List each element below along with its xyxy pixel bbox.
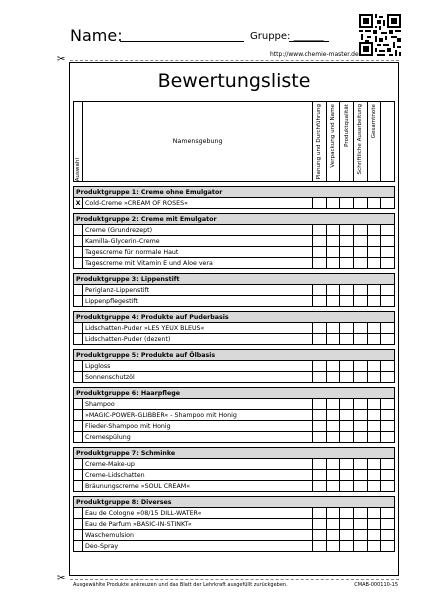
column-header-select: Auswahl	[74, 102, 83, 182]
product-row	[74, 323, 395, 334]
grade-cell[interactable]	[367, 470, 381, 481]
product-name: Lippenpflegestift	[82, 296, 312, 307]
product-name: Periglanz-Lippenstift	[82, 285, 312, 296]
grade-cell[interactable]	[381, 459, 395, 470]
product-name: Flieder-Shampoo mit Honig	[82, 421, 312, 432]
select-checkbox-cell[interactable]	[74, 530, 83, 541]
select-checkbox-cell[interactable]	[74, 481, 83, 492]
grade-cell[interactable]	[313, 296, 327, 307]
grade-cell[interactable]	[340, 459, 354, 470]
product-name: Tagescreme für normale Haut	[82, 247, 312, 258]
grade-cell[interactable]	[326, 334, 340, 345]
grade-cell[interactable]	[367, 541, 381, 552]
grade-cell[interactable]	[381, 508, 395, 519]
select-checkbox-cell[interactable]	[74, 323, 83, 334]
select-checkbox-cell[interactable]	[74, 334, 83, 345]
grade-cell[interactable]	[326, 519, 340, 530]
grade-cell[interactable]	[326, 236, 340, 247]
grade-cell[interactable]	[313, 410, 327, 421]
product-name: Creme-Lidschatten	[82, 470, 312, 481]
product-name: Kamilla-Glycerin-Creme	[82, 236, 312, 247]
column-header-name: Namensgebung	[82, 102, 312, 182]
grade-cell[interactable]	[381, 334, 395, 345]
grade-cell[interactable]	[326, 361, 340, 372]
grade-cell[interactable]	[313, 247, 327, 258]
group-write-line	[289, 41, 329, 42]
grade-cell[interactable]	[381, 285, 395, 296]
select-checkbox-cell[interactable]	[74, 372, 83, 383]
grade-cell[interactable]	[381, 258, 395, 269]
grade-cell[interactable]	[354, 236, 368, 247]
grade-cell[interactable]	[340, 372, 354, 383]
grade-cell[interactable]	[381, 198, 395, 209]
column-header-criterion: Planung und Durchführung	[313, 102, 327, 182]
product-group-row	[74, 388, 395, 399]
grade-cell[interactable]	[354, 323, 368, 334]
grade-cell[interactable]	[367, 334, 381, 345]
product-group-title: Produktgruppe 6: Haarpflege	[74, 388, 395, 399]
grade-cell[interactable]	[340, 470, 354, 481]
select-checkbox-cell[interactable]	[74, 247, 83, 258]
grade-cell[interactable]	[313, 334, 327, 345]
name-write-line	[120, 41, 244, 42]
product-group-row	[74, 448, 395, 459]
product-group-title: Produktgruppe 2: Creme mit Emulgator	[74, 214, 395, 225]
grade-cell[interactable]	[381, 399, 395, 410]
grade-cell[interactable]	[340, 421, 354, 432]
grade-cell[interactable]	[313, 459, 327, 470]
grade-cell[interactable]	[367, 421, 381, 432]
grade-cell[interactable]	[326, 258, 340, 269]
grade-cell[interactable]	[381, 247, 395, 258]
product-name: Sonnenschutzöl	[82, 372, 312, 383]
product-row	[74, 258, 395, 269]
grade-cell[interactable]	[367, 432, 381, 443]
grade-cell[interactable]	[326, 198, 340, 209]
product-name: Bräunungscreme »SOUL CREAM«	[82, 481, 312, 492]
grade-cell[interactable]	[340, 481, 354, 492]
evaluation-table	[73, 101, 395, 552]
select-checkbox-cell[interactable]	[74, 470, 83, 481]
grade-cell[interactable]	[354, 258, 368, 269]
product-group-title: Produktgruppe 3: Lippenstift	[74, 274, 395, 285]
grade-cell[interactable]	[381, 361, 395, 372]
select-checkbox-cell[interactable]	[74, 410, 83, 421]
grade-cell[interactable]	[381, 372, 395, 383]
select-checkbox-cell[interactable]	[74, 519, 83, 530]
column-header-blank	[381, 102, 395, 182]
footer-instruction: Ausgewählte Produkte ankreuzen und das Blatt der Lehrkraft ausgefüllt zurückgeben.	[73, 582, 288, 588]
grade-cell[interactable]	[326, 530, 340, 541]
grade-cell[interactable]	[367, 323, 381, 334]
grade-cell[interactable]	[326, 323, 340, 334]
grade-cell[interactable]	[354, 247, 368, 258]
grade-cell[interactable]	[326, 296, 340, 307]
product-group-title: Produktgruppe 7: Schminke	[74, 448, 395, 459]
select-checkbox-cell[interactable]	[74, 225, 83, 236]
column-header-criterion: Schriftliche Ausarbeitung	[354, 102, 368, 182]
grade-cell[interactable]	[326, 481, 340, 492]
product-group-title: Produktgruppe 4: Produkte auf Puderbasis	[74, 312, 395, 323]
product-row	[74, 236, 395, 247]
select-checkbox-cell[interactable]	[74, 285, 83, 296]
grade-cell[interactable]	[340, 410, 354, 421]
select-checkbox-cell[interactable]	[74, 361, 83, 372]
grade-cell[interactable]	[381, 481, 395, 492]
grade-cell[interactable]	[326, 508, 340, 519]
grade-cell[interactable]	[367, 225, 381, 236]
grade-cell[interactable]	[340, 508, 354, 519]
product-group-row	[74, 350, 395, 361]
product-row	[74, 481, 395, 492]
product-row	[74, 459, 395, 470]
grade-cell[interactable]	[313, 508, 327, 519]
group-label: Gruppe: ______	[250, 31, 324, 42]
grade-cell[interactable]	[340, 432, 354, 443]
grade-cell[interactable]	[326, 372, 340, 383]
grade-cell[interactable]	[313, 225, 327, 236]
product-name: Cremespülung	[82, 432, 312, 443]
grade-cell[interactable]	[313, 258, 327, 269]
grade-cell[interactable]	[354, 481, 368, 492]
grade-cell[interactable]	[367, 247, 381, 258]
grade-cell[interactable]	[313, 481, 327, 492]
grade-cell[interactable]	[340, 519, 354, 530]
select-checkbox-cell[interactable]	[74, 541, 83, 552]
grade-cell[interactable]	[381, 236, 395, 247]
product-group-row	[74, 187, 395, 198]
product-row	[74, 399, 395, 410]
grade-cell[interactable]	[326, 470, 340, 481]
grade-cell[interactable]	[313, 432, 327, 443]
grade-cell[interactable]	[381, 541, 395, 552]
select-checkbox-cell[interactable]	[74, 508, 83, 519]
grade-cell[interactable]	[367, 508, 381, 519]
grade-cell[interactable]	[354, 361, 368, 372]
grade-cell[interactable]	[326, 541, 340, 552]
grade-cell[interactable]	[340, 334, 354, 345]
product-name: Creme (Grundrezept)	[82, 225, 312, 236]
select-checkbox-cell[interactable]	[74, 421, 83, 432]
grade-cell[interactable]	[367, 372, 381, 383]
product-group-title: Produktgruppe 5: Produkte auf Ölbasis	[74, 350, 395, 361]
grade-cell[interactable]	[354, 198, 368, 209]
grade-cell[interactable]	[340, 530, 354, 541]
product-name: Lidschatten-Puder »LES YEUX BLEUS«	[82, 323, 312, 334]
grade-cell[interactable]	[313, 198, 327, 209]
grade-cell[interactable]	[340, 399, 354, 410]
product-row	[74, 519, 395, 530]
product-name: Eau de Parfum »BASIC-IN-STINKT«	[82, 519, 312, 530]
grade-cell[interactable]	[313, 519, 327, 530]
product-row	[74, 530, 395, 541]
grade-cell[interactable]	[367, 530, 381, 541]
grade-cell[interactable]	[354, 334, 368, 345]
product-name: Creme-Make-up	[82, 459, 312, 470]
grade-cell[interactable]	[313, 421, 327, 432]
grade-cell[interactable]	[381, 410, 395, 421]
grade-cell[interactable]	[326, 285, 340, 296]
grade-cell[interactable]	[340, 247, 354, 258]
product-group-row	[74, 274, 395, 285]
qr-code-icon	[359, 14, 401, 56]
grade-cell[interactable]	[354, 459, 368, 470]
grade-cell[interactable]	[313, 236, 327, 247]
grade-cell[interactable]	[354, 530, 368, 541]
product-row	[74, 508, 395, 519]
grade-cell[interactable]	[340, 236, 354, 247]
column-header-criterion: Produktqualität	[340, 102, 354, 182]
grade-cell[interactable]	[367, 481, 381, 492]
grade-cell[interactable]	[326, 410, 340, 421]
grade-cell[interactable]	[367, 198, 381, 209]
select-checkbox-cell[interactable]	[74, 459, 83, 470]
scissors-icon: ✂	[57, 54, 66, 65]
grade-cell[interactable]	[367, 399, 381, 410]
product-group-title: Produktgruppe 1: Creme ohne Emulgator	[74, 187, 395, 198]
grade-cell[interactable]	[326, 432, 340, 443]
grade-cell[interactable]	[326, 247, 340, 258]
product-name: »MAGIC-POWER-GLIBBER« - Shampoo mit Honig	[82, 410, 312, 421]
grade-cell[interactable]	[381, 323, 395, 334]
grade-cell[interactable]	[381, 519, 395, 530]
grade-cell[interactable]	[354, 508, 368, 519]
grade-cell[interactable]	[313, 470, 327, 481]
product-name: Tagescreme mit Vitamin E und Aloe vera	[82, 258, 312, 269]
grade-cell[interactable]	[354, 541, 368, 552]
select-checkbox-cell[interactable]	[74, 399, 83, 410]
product-row	[74, 334, 395, 345]
grade-cell[interactable]	[313, 541, 327, 552]
product-name: Lidschatten-Puder (dezent)	[82, 334, 312, 345]
grade-cell[interactable]	[354, 432, 368, 443]
grade-cell[interactable]	[381, 432, 395, 443]
grade-cell[interactable]	[354, 372, 368, 383]
select-checkbox-cell[interactable]	[74, 236, 83, 247]
product-row	[74, 470, 395, 481]
grade-cell[interactable]	[340, 323, 354, 334]
product-row	[74, 410, 395, 421]
grade-cell[interactable]	[313, 530, 327, 541]
grade-cell[interactable]	[367, 236, 381, 247]
grade-cell[interactable]	[367, 258, 381, 269]
scissors-icon: ✂	[57, 573, 66, 584]
grade-cell[interactable]	[340, 361, 354, 372]
grade-cell[interactable]	[354, 470, 368, 481]
name-label: Name:	[70, 26, 123, 45]
product-row	[74, 285, 395, 296]
product-row	[74, 432, 395, 443]
grade-cell[interactable]	[340, 258, 354, 269]
page-title: Bewertungsliste	[157, 70, 311, 92]
grade-cell[interactable]	[313, 323, 327, 334]
select-checkbox-cell[interactable]: X	[74, 198, 83, 209]
select-checkbox-cell[interactable]	[74, 432, 83, 443]
grade-cell[interactable]	[340, 285, 354, 296]
select-checkbox-cell[interactable]	[74, 296, 83, 307]
product-name: Shampoo	[82, 399, 312, 410]
product-name: Lipgloss	[82, 361, 312, 372]
product-group-row	[74, 497, 395, 508]
grade-cell[interactable]	[354, 421, 368, 432]
grade-cell[interactable]	[354, 285, 368, 296]
grade-cell[interactable]	[354, 399, 368, 410]
grade-cell[interactable]	[367, 410, 381, 421]
product-row	[74, 198, 395, 209]
product-group-row	[74, 312, 395, 323]
grade-cell[interactable]	[367, 519, 381, 530]
product-group-title: Produktgruppe 8: Diverses	[74, 497, 395, 508]
grade-cell[interactable]	[313, 285, 327, 296]
grade-cell[interactable]	[381, 296, 395, 307]
product-row	[74, 421, 395, 432]
product-row	[74, 372, 395, 383]
product-name: Deo-Spray	[82, 541, 312, 552]
column-header-criterion: Gesamtnote	[367, 102, 381, 182]
product-name: Waschemulsion	[82, 530, 312, 541]
footer-code: CMAB-000110-15	[354, 582, 398, 588]
grade-cell[interactable]	[313, 361, 327, 372]
product-name: Eau de Cologne »08/15 DILL-WATER«	[82, 508, 312, 519]
grade-cell[interactable]	[340, 198, 354, 209]
website-url: http://www.chemie-master.de	[270, 51, 359, 58]
grade-cell[interactable]	[354, 519, 368, 530]
grade-cell[interactable]	[340, 541, 354, 552]
select-checkbox-cell[interactable]	[74, 258, 83, 269]
grade-cell[interactable]	[381, 530, 395, 541]
grade-cell[interactable]	[326, 399, 340, 410]
grade-cell[interactable]	[367, 459, 381, 470]
grade-cell[interactable]	[313, 372, 327, 383]
grade-cell[interactable]	[340, 296, 354, 307]
product-row	[74, 296, 395, 307]
product-row	[74, 225, 395, 236]
product-name: Cold-Creme »CREAM OF ROSES«	[82, 198, 312, 209]
grade-cell[interactable]	[381, 421, 395, 432]
product-row	[74, 361, 395, 372]
grade-cell[interactable]	[354, 410, 368, 421]
grade-cell[interactable]	[354, 296, 368, 307]
grade-cell[interactable]	[367, 285, 381, 296]
grade-cell[interactable]	[326, 459, 340, 470]
product-row	[74, 247, 395, 258]
grade-cell[interactable]	[381, 470, 395, 481]
grade-cell[interactable]	[367, 296, 381, 307]
grade-cell[interactable]	[367, 361, 381, 372]
product-row	[74, 541, 395, 552]
grade-cell[interactable]	[326, 421, 340, 432]
grade-cell[interactable]	[326, 225, 340, 236]
grade-cell[interactable]	[381, 225, 395, 236]
grade-cell[interactable]	[313, 399, 327, 410]
grade-cell[interactable]	[340, 225, 354, 236]
column-header-criterion: Verpackung und Name	[326, 102, 340, 182]
product-group-row	[74, 214, 395, 225]
grade-cell[interactable]	[354, 225, 368, 236]
